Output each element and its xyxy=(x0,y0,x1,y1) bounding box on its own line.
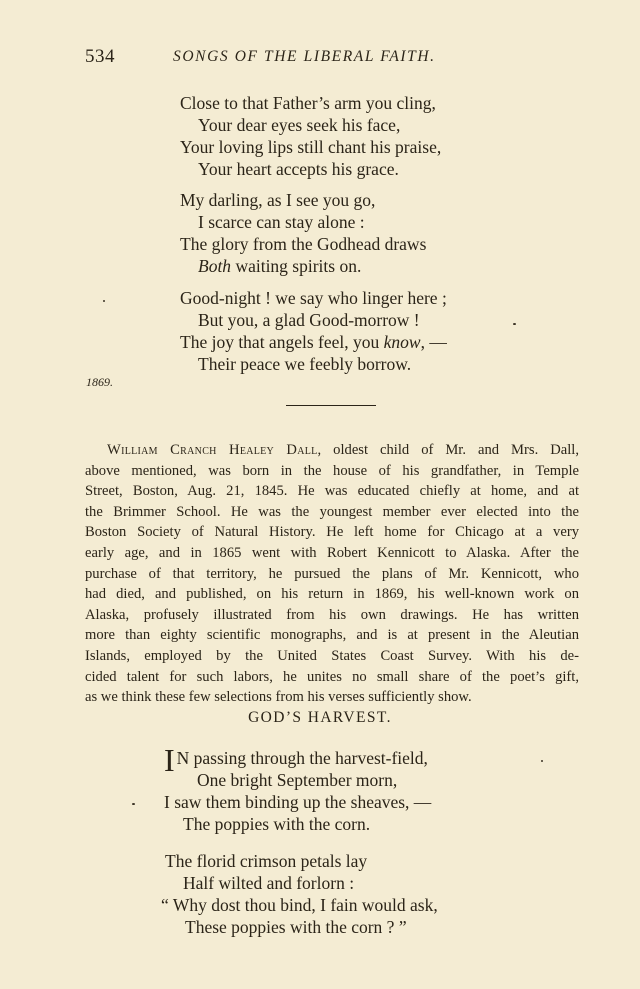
poem-line: The florid crimson petals lay xyxy=(165,851,368,871)
print-speck xyxy=(132,803,135,805)
page-header xyxy=(85,46,505,74)
bio-line: Islands, employed by the United States Coast Survey. With his de- xyxy=(85,647,579,664)
poem-line: “ Why dost thou bind, I fain would ask, xyxy=(161,895,438,915)
poem-line-text: waiting spirits on. xyxy=(235,256,362,276)
poem-year: 1869. xyxy=(86,375,113,389)
bio-line: Street, Boston, Aug. 21, 1845. He was educated chiefly at home, and at xyxy=(85,483,579,500)
poem-line-text: N passing through the harvest-field, xyxy=(176,748,428,768)
poem-line: My darling, as I see you go, xyxy=(180,190,376,210)
poem-line-know xyxy=(180,331,447,353)
poem-line: Your heart accepts his grace. xyxy=(198,159,399,179)
bio-line: Boston Society of Natural History. He left home for Chicago at a very xyxy=(85,524,579,541)
poem-line-dash: , — xyxy=(420,332,447,352)
poem-line-first xyxy=(164,742,428,778)
poem-line: These poppies with the corn ? ” xyxy=(185,917,407,937)
poem-line: Their peace we feebly borrow. xyxy=(198,354,412,374)
bio-line: the Brimmer School. He was the youngest member ever elected into the xyxy=(85,503,579,520)
drop-cap: I xyxy=(164,742,175,778)
section-divider xyxy=(286,405,376,406)
poem-line: Your dear eyes seek his face, xyxy=(198,115,401,135)
page-number: 534 xyxy=(85,46,115,67)
bio-line-text: , oldest child of Mr. and Mrs. Dall, xyxy=(317,442,579,458)
emphasis-know: know xyxy=(383,332,421,352)
bio-line: purchase of that territory, he pursued the plans of Mr. Kennicott, who xyxy=(85,565,579,582)
biography-paragraph xyxy=(85,440,579,708)
poem-line: One bright September morn, xyxy=(197,770,398,790)
poem-line: Good-night ! we say who linger here ; xyxy=(180,288,447,308)
author-name: William Cranch Healey Dall xyxy=(107,442,318,458)
poem-line-both xyxy=(198,255,361,277)
bio-line: cided talent for such labors, he unites no small share of the poet’s gift, xyxy=(85,668,579,685)
print-speck xyxy=(541,760,543,762)
bio-line: above mentioned, was born in the house of his grandfather, in Temple xyxy=(85,462,579,479)
print-speck xyxy=(513,323,516,325)
bio-line xyxy=(85,440,579,461)
print-speck xyxy=(103,300,105,302)
poem-line: The poppies with the corn. xyxy=(183,814,371,834)
bio-line: had died, and published, on his return in 1869, his well-known work on xyxy=(85,586,579,603)
poem-line: Half wilted and forlorn : xyxy=(183,873,355,893)
bio-line: more than eighty scientific monographs, and is at present in the Aleutian xyxy=(85,627,579,644)
poem-title: GOD’S HARVEST. xyxy=(248,709,392,726)
bio-line: as we think these few selections from his verses sufficiently show. xyxy=(85,689,472,706)
poem-line: Close to that Father’s arm you cling, xyxy=(180,93,436,113)
poem-line: But you, a glad Good-morrow ! xyxy=(198,310,420,330)
poem-line: The glory from the Godhead draws xyxy=(180,234,427,254)
poem-line: I saw them binding up the sheaves, — xyxy=(164,792,432,812)
poem-line-text: The joy that angels feel, you xyxy=(180,332,380,352)
emphasis-both: Both xyxy=(198,256,232,276)
bio-line: Alaska, profusely illustrated from his own drawings. He has written xyxy=(85,606,579,623)
poem-line: I scarce can stay alone : xyxy=(198,212,365,232)
bio-line: early age, and in 1865 went with Robert Kennicott to Alaska. After the xyxy=(85,544,579,561)
poem-line: Your loving lips still chant his praise, xyxy=(180,137,442,157)
running-head: SONGS OF THE LIBERAL FAITH. xyxy=(173,48,436,65)
